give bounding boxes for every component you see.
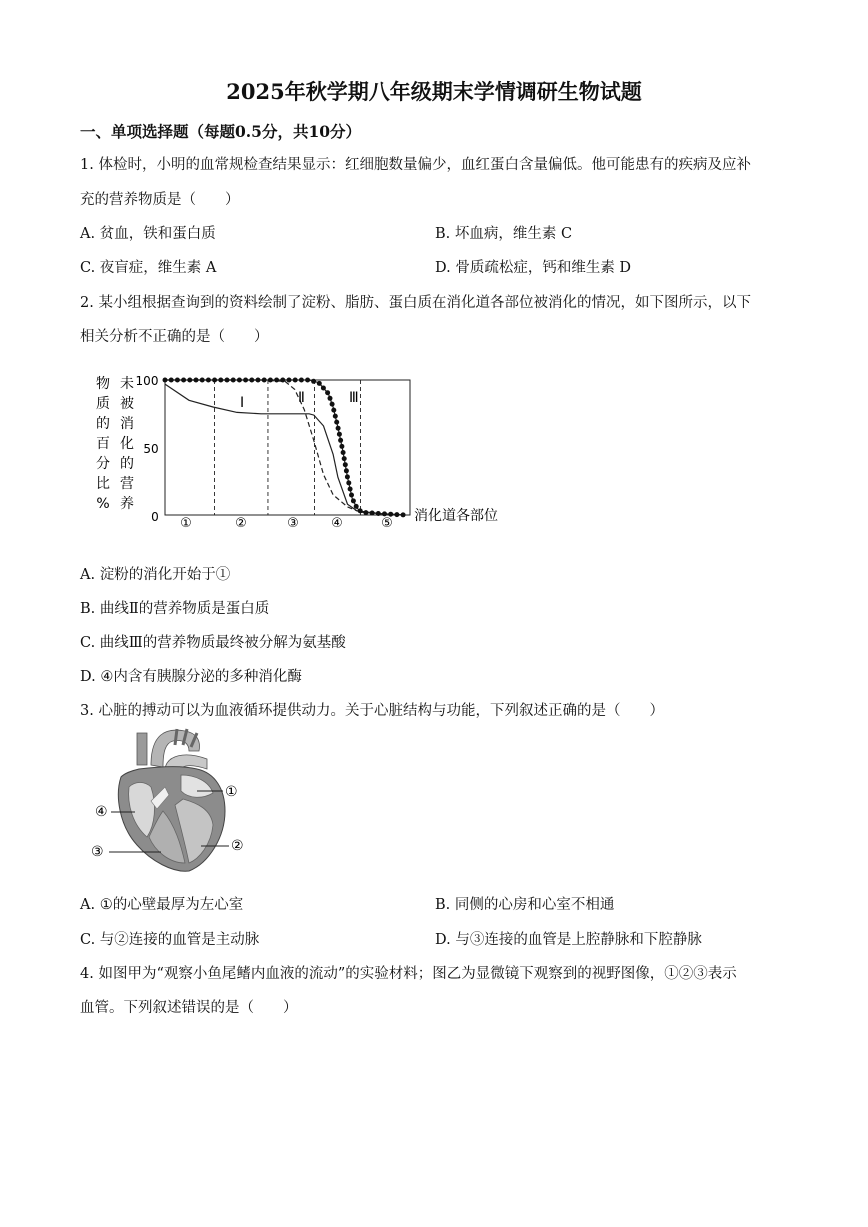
y-label-inner-char: 营	[120, 476, 134, 492]
y-tick-0: 0	[151, 510, 159, 524]
y-label-outer-char: 物	[96, 376, 110, 392]
curve-3-dot	[280, 378, 285, 383]
curve-3-dot	[337, 432, 342, 437]
q1-option-b: B. 坏血病，维生素 C	[435, 226, 573, 242]
y-label-inner-char: 的	[120, 456, 134, 472]
q1-option-a: A. 贫血，铁和蛋白质	[80, 226, 216, 242]
page-title: 2025年秋学期八年级期末学情调研生物试题	[226, 79, 642, 104]
y-label-inner-char: 化	[120, 436, 134, 452]
y-label-inner-char: 被	[120, 396, 134, 412]
curve-label-ii: Ⅱ	[298, 390, 305, 406]
q2-option-d: D. ④内含有胰腺分泌的多种消化酶	[80, 669, 302, 685]
curve-3-dot	[351, 498, 356, 503]
curve-3-dot	[293, 378, 298, 383]
q2-option-c: C. 曲线Ⅲ的营养物质最终被分解为氨基酸	[80, 635, 346, 651]
curve-3-dot	[237, 378, 242, 383]
curve-3-dot	[394, 512, 399, 517]
curve-3-dot	[325, 390, 330, 395]
curves	[163, 378, 406, 518]
curve-3-dot	[331, 408, 336, 413]
x-category-2: ②	[235, 516, 247, 531]
curve-3-dot	[370, 511, 375, 516]
curve-3-dot	[231, 378, 236, 383]
curve-3-dot	[334, 420, 339, 425]
curve-3-dot	[338, 438, 343, 443]
y-label-outer-char: 比	[96, 476, 110, 492]
curve-3-dot	[268, 378, 273, 383]
x-category-5: ⑤	[381, 516, 393, 531]
q2-stem-line2: 相关分析不正确的是（ ）	[80, 329, 269, 345]
curve-3-dot	[348, 487, 353, 492]
curve-3-dot	[311, 379, 316, 384]
curve-3-dot	[262, 378, 267, 383]
curve-label-iii: Ⅲ	[349, 390, 359, 406]
y-label-outer-char: 质	[96, 396, 110, 412]
curve-3-dot	[354, 504, 359, 509]
curve-3-dot	[342, 456, 347, 461]
curve-3-dot	[345, 474, 350, 479]
curve-3-dot	[163, 378, 168, 383]
y-label-inner-char: 消	[120, 416, 134, 432]
curve-3-dot	[194, 378, 199, 383]
curve-3-dot	[200, 378, 205, 383]
heart-label-1: ①	[225, 784, 238, 800]
curve-3-dot	[181, 378, 186, 383]
q4-stem-line2: 血管。下列叙述错误的是（ ）	[80, 1000, 298, 1016]
q2-option-b: B. 曲线Ⅱ的营养物质是蛋白质	[80, 601, 270, 617]
curve-3-dot	[225, 378, 230, 383]
q3-stem: 3. 心脏的搏动可以为血液循环提供动力。关于心脏结构与功能，下列叙述正确的是（ ）	[80, 703, 664, 719]
x-category-4: ④	[331, 516, 343, 531]
curve-3-dot	[344, 468, 349, 473]
y-tick-100: 100	[135, 374, 159, 388]
curve-3-dot	[175, 378, 180, 383]
curve-3-dot	[212, 378, 217, 383]
y-label-inner-char: 未	[120, 376, 134, 392]
q3-option-a: A. ①的心壁最厚为左心室	[80, 897, 244, 913]
superior-vena-cava	[137, 733, 147, 765]
q1-stem-line1: 1. 体检时，小明的血常规检查结果显示：红细胞数量偏少，血红蛋白含量偏低。他可能患有的疾病及应补	[80, 157, 751, 173]
x-category-3: ③	[287, 516, 299, 531]
curve-3-dot	[206, 378, 211, 383]
curve-3-dot	[330, 402, 335, 407]
curve-3-dot	[187, 378, 192, 383]
curve-3-dot	[376, 511, 381, 516]
q3-option-d: D. 与③连接的血管是上腔静脉和下腔静脉	[435, 932, 702, 948]
heart-label-2: ②	[231, 838, 244, 854]
y-axis-label-outer	[96, 375, 110, 512]
q2-option-a: A. 淀粉的消化开始于①	[80, 567, 231, 583]
y-axis-label-inner	[120, 375, 134, 512]
x-category-1: ①	[180, 516, 192, 531]
curve-3-dot	[274, 378, 279, 383]
curve-3-dot	[321, 386, 326, 391]
curve-3-dot	[249, 378, 254, 383]
plot-frame	[165, 380, 410, 515]
curve-3-dot	[358, 508, 363, 513]
curve-3-dot	[256, 378, 261, 383]
curve-3-dot	[343, 462, 348, 467]
curve-3-line	[165, 380, 405, 515]
digestion-chart	[85, 368, 525, 533]
heart-label-3: ③	[91, 844, 104, 860]
y-label-outer-char: 的	[96, 416, 110, 432]
curve-3-dot	[346, 480, 351, 485]
y-label-outer-char: 百	[96, 436, 110, 452]
y-label-outer-char: 分	[96, 456, 110, 472]
curve-3-dot	[299, 378, 304, 383]
curve-3-dot	[317, 381, 322, 386]
curve-3-dot	[363, 510, 368, 515]
curve-3-dot	[218, 378, 223, 383]
q1-option-d: D. 骨质疏松症，钙和维生素 D	[435, 260, 632, 276]
curve-3-dot	[169, 378, 174, 383]
y-label-inner-char: 养	[120, 496, 134, 512]
q4-stem-line1: 4. 如图甲为“观察小鱼尾鳍内血液的流动”的实验材料；图乙为显微镜下观察到的视野图像，①②③表示	[80, 966, 737, 982]
curve-1-line	[165, 384, 405, 515]
heart-diagram	[85, 725, 255, 880]
heart-label-4: ④	[95, 804, 108, 820]
curve-3-dot	[339, 444, 344, 449]
curve-3-dot	[305, 378, 310, 383]
curve-label-i: Ⅰ	[240, 395, 245, 411]
q2-stem-line1: 2. 某小组根据查询到的资料绘制了淀粉、脂肪、蛋白质在消化道各部位被消化的情况，如下图所示，以下	[80, 295, 751, 311]
curve-3-dot	[243, 378, 248, 383]
curve-3-dot	[328, 396, 333, 401]
section-dividers	[214, 380, 360, 515]
curve-3-dot	[336, 426, 341, 431]
q3-option-b: B. 同侧的心房和心室不相通	[435, 897, 615, 913]
curve-3-dot	[333, 414, 338, 419]
curve-2-line	[165, 380, 405, 515]
curve-3-dot	[341, 450, 346, 455]
q1-stem-line2: 充的营养物质是（ ）	[80, 192, 240, 208]
q1-option-c: C. 夜盲症，维生素 A	[80, 260, 217, 276]
curve-3-dot	[287, 378, 292, 383]
q3-option-c: C. 与②连接的血管是主动脉	[80, 932, 260, 948]
curve-3-dot	[401, 512, 406, 517]
x-axis-label: 消化道各部位	[414, 508, 498, 524]
curve-3-dot	[349, 493, 354, 498]
section-heading: 一、单项选择题（每题0.5分，共10分）	[80, 122, 362, 141]
y-tick-50: 50	[143, 442, 159, 456]
y-label-outer-char: %	[96, 496, 110, 512]
